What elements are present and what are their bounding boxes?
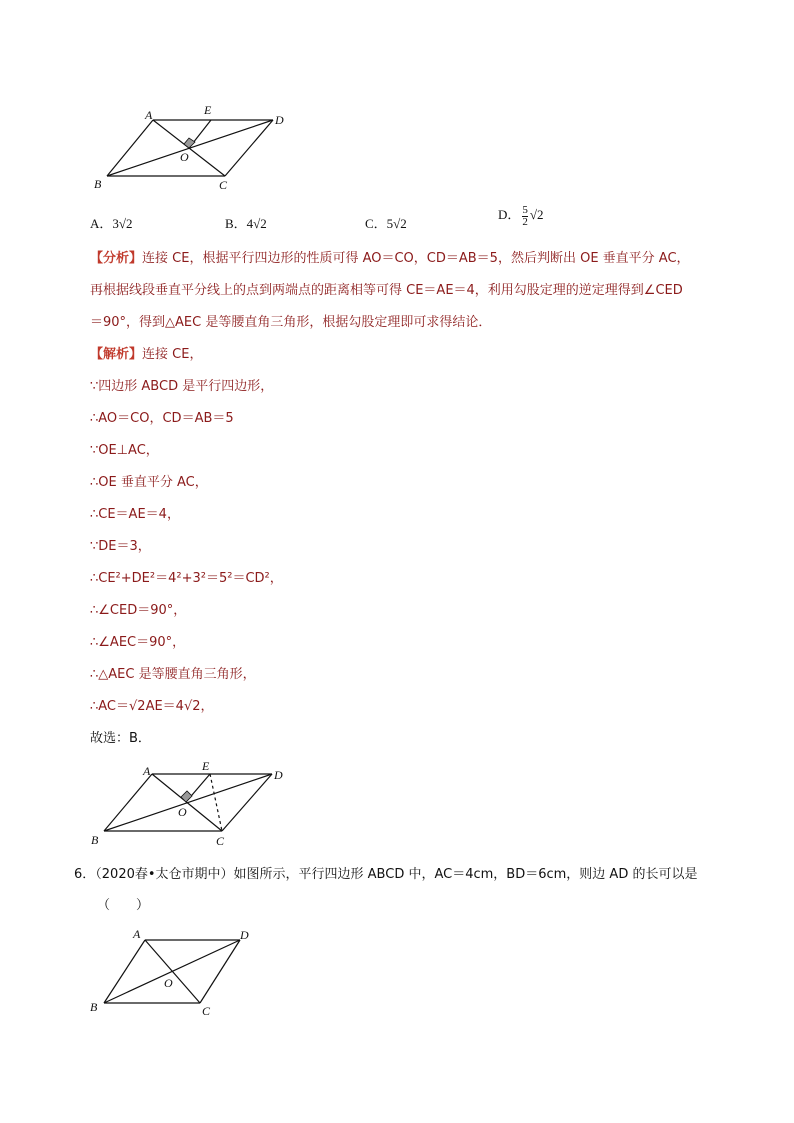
label-E: E	[202, 759, 210, 773]
label-A: A	[145, 108, 153, 122]
label-O: O	[178, 805, 187, 819]
label-C: C	[216, 834, 225, 848]
solution-step: ∴AO＝CO，CD＝AB＝5	[90, 411, 234, 426]
solution-step: ∴CE²+DE²＝4²+3²＝5²＝CD²，	[90, 571, 283, 586]
label-B: B	[91, 833, 99, 847]
solution-tag: 【解析】	[90, 347, 143, 362]
solution-step: ∴∠AEC＝90°，	[90, 635, 186, 650]
label-D: D	[275, 113, 284, 127]
label-B: B	[94, 177, 102, 191]
analysis-line-2: 再根据线段垂直平分线上的点到两端点的距离相等可得 CE＝AE＝4，利用勾股定理的逆定理得到∠CED	[90, 283, 683, 298]
label-A: A	[143, 764, 151, 778]
solution-step: ∴OE 垂直平分 AC，	[90, 475, 208, 490]
label-D: D	[274, 768, 283, 782]
label-E: E	[204, 103, 212, 117]
solution-first: 连接 CE，	[142, 347, 203, 362]
analysis-line-3: ＝90°，得到△AEC 是等腰直角三角形，根据勾股定理即可求得结论．	[90, 315, 492, 330]
solution-step: ∴∠CED＝90°，	[90, 603, 187, 618]
solution-step: ∵四边形 ABCD 是平行四边形，	[90, 379, 274, 394]
option-d-numerator: 5	[522, 203, 528, 216]
solution-answer: 故选：B．	[90, 731, 151, 746]
label-O: O	[180, 150, 189, 164]
solution-step: ∴△AEC 是等腰直角三角形，	[90, 667, 256, 682]
option-b[interactable]: B．4√2	[225, 216, 267, 231]
label-C: C	[202, 1004, 211, 1018]
solution-step: ∴AC＝√2AE＝4√2，	[90, 699, 214, 714]
question-6-blank: （ ）	[97, 898, 150, 913]
analysis-tag: 【分析】	[90, 251, 143, 266]
option-d-denominator: 2	[522, 215, 528, 228]
solution-step: ∵OE⊥AC，	[90, 443, 159, 458]
solution-step: ∴CE＝AE＝4，	[90, 507, 180, 522]
question-6-stem: 6．（2020春•太仓市期中）如图所示，平行四边形 ABCD 中，AC＝4cm，BD＝6cm，则边 AD 的长可以是	[74, 867, 698, 882]
option-d-suffix: √2	[529, 207, 544, 222]
option-d-prefix: D．	[498, 207, 521, 222]
label-O: O	[164, 976, 173, 990]
label-B: B	[90, 1000, 98, 1014]
option-c[interactable]: C．5√2	[365, 216, 407, 231]
label-A: A	[133, 927, 141, 941]
option-a[interactable]: A．3√2	[90, 216, 133, 231]
label-C: C	[219, 178, 228, 192]
analysis-text-1: 连接 CE，根据平行四边形的性质可得 AO＝CO，CD＝AB＝5，然后判断出 OE 垂直平分 AC，	[142, 251, 690, 266]
label-D: D	[240, 928, 249, 942]
solution-step: ∵DE＝3，	[90, 539, 151, 554]
